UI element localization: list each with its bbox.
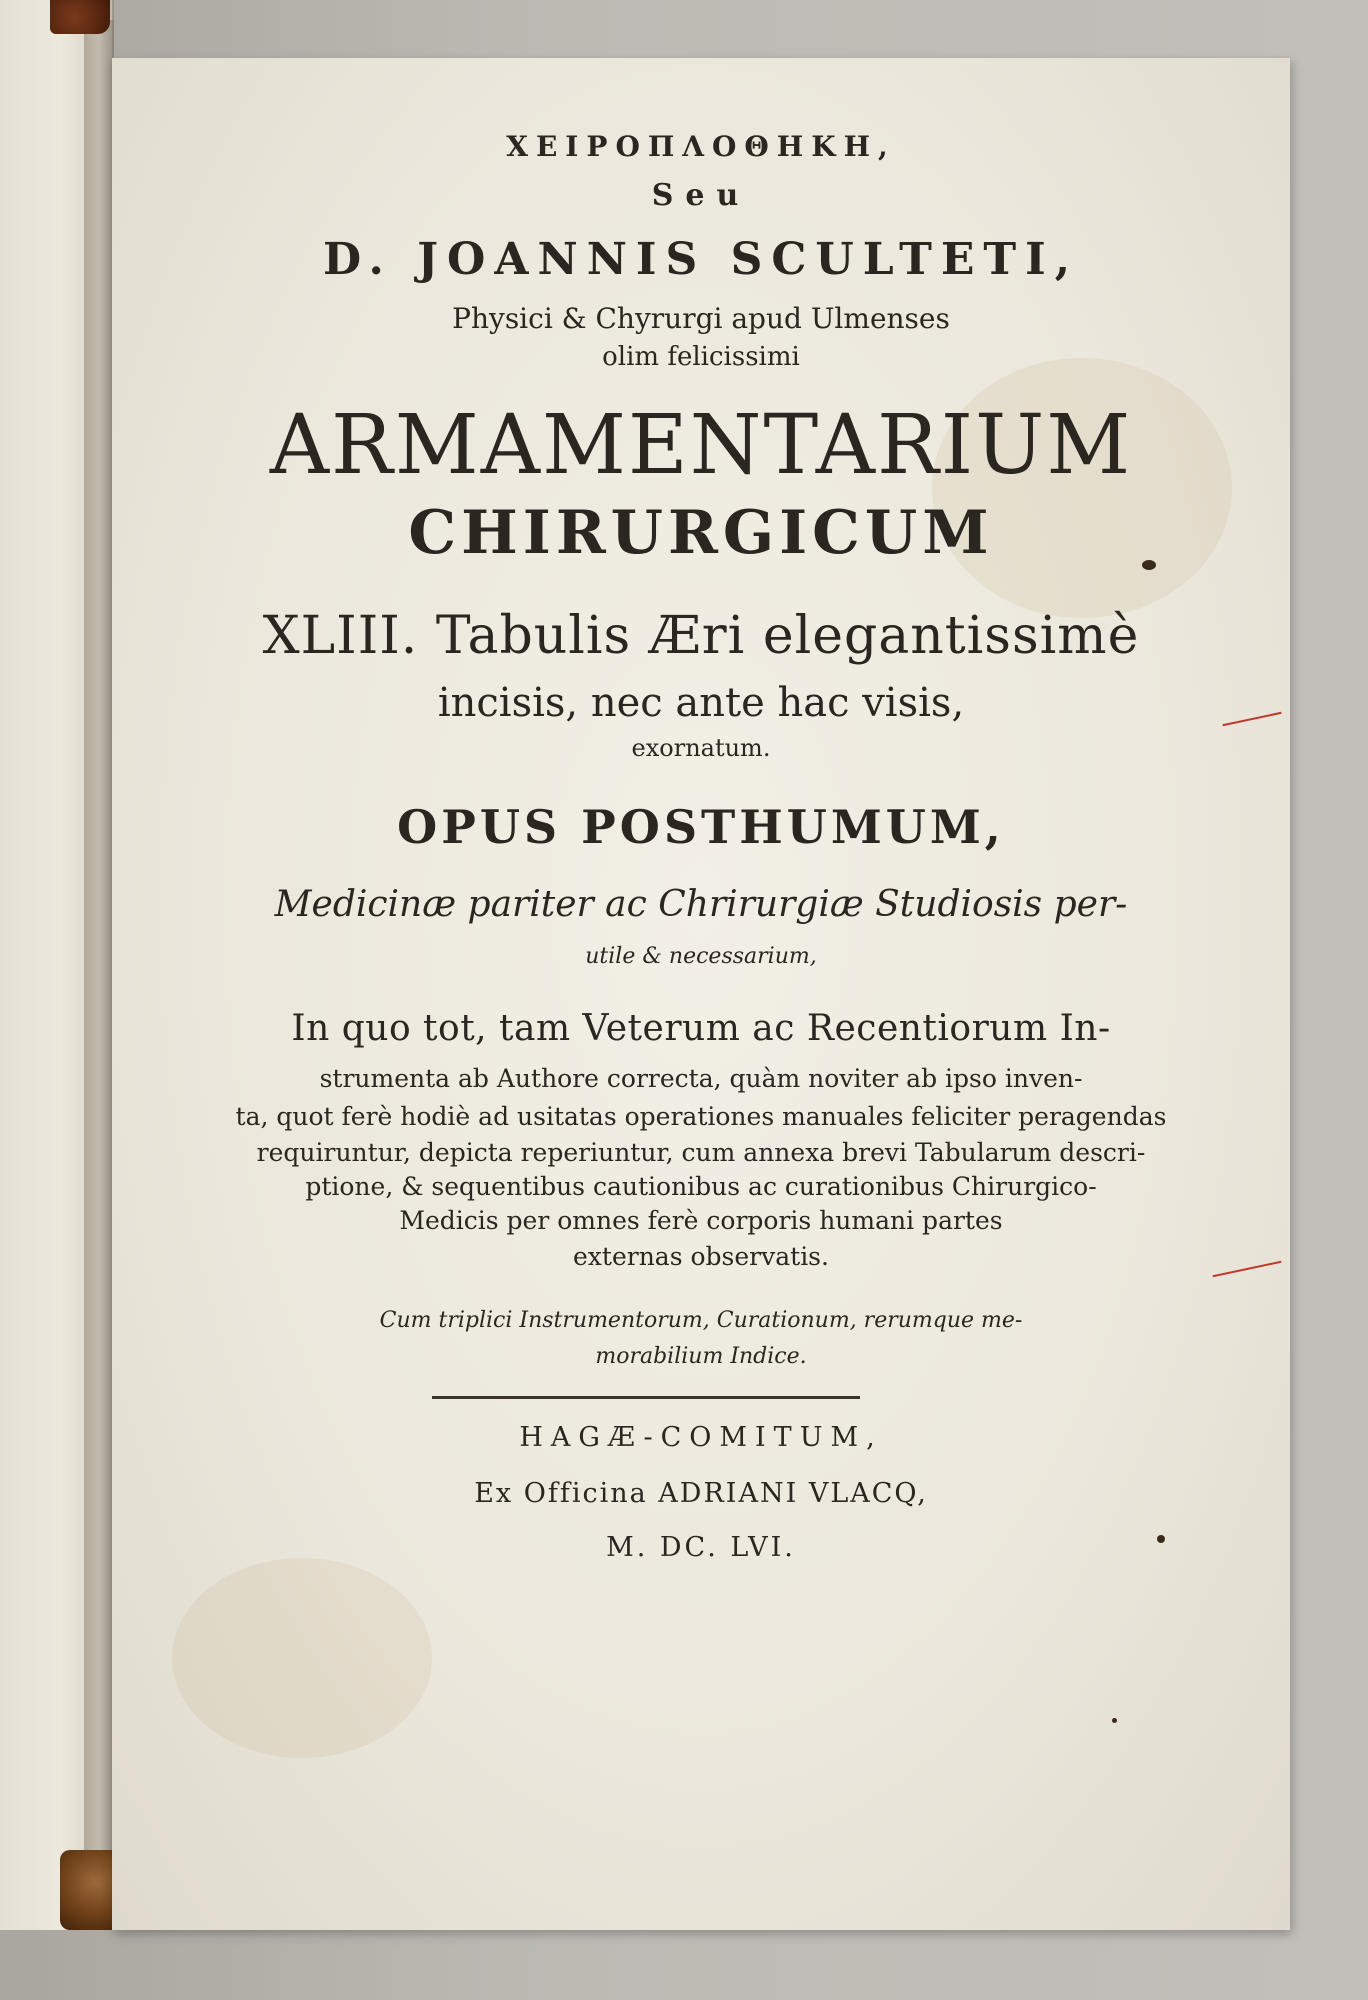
exornatum-line: exornatum. <box>631 734 771 762</box>
description-line: ta, quot ferè hodiè ad usitatas operationes manuales feliciter peragendas <box>235 1102 1167 1131</box>
description-line: requiruntur, depicta reperiuntur, cum annexa brevi Tabularum descri- <box>256 1138 1146 1167</box>
description-line: strumenta ab Authore correcta, quàm noviter ab ipso inven- <box>319 1064 1083 1093</box>
imprint-place: HAGÆ-COMITUM, <box>519 1422 883 1453</box>
imprint-year: M. DC. LVI. <box>606 1532 796 1563</box>
incisis-line: incisis, nec ante hac visis, <box>437 680 965 726</box>
description-line: Medicis per omnes ferè corporis humani partes <box>399 1206 1003 1235</box>
title-page-text <box>112 58 1290 1930</box>
horizontal-rule <box>432 1396 860 1399</box>
ink-spot <box>1157 1535 1165 1543</box>
description-line: externas observatis. <box>573 1242 829 1271</box>
index-line-2: morabilium Indice. <box>595 1344 807 1369</box>
author-name: D. JOANNIS SCULTETI, <box>322 234 1080 285</box>
author-description: Physici & Chyrurgi apud Ulmenses <box>452 302 950 335</box>
in-quo-line: In quo tot, tam Veterum ac Recentiorum In- <box>291 1008 1111 1049</box>
medicinae-line-1: Medicinæ pariter ac Chrirurgiæ Studiosis per- <box>274 884 1128 925</box>
title-page <box>112 58 1290 1930</box>
ink-spot <box>1142 560 1156 570</box>
medicinae-line-2: utile & necessarium, <box>585 944 817 969</box>
main-title-line-1: ARMAMENTARIUM <box>269 398 1133 493</box>
ink-spot <box>1112 1718 1117 1723</box>
binding-corner-top <box>50 0 110 34</box>
opus-posthumum: OPUS POSTHUMUM, <box>397 800 1005 854</box>
greek-title: ΧΕΙΡΟΠΛΟΘΗΚΗ, <box>506 130 896 163</box>
seu-line: Seu <box>651 178 751 213</box>
tabulis-line: XLIII. Tabulis Æri elegantissimè <box>262 606 1140 666</box>
imprint-printer: Ex Officina ADRIANI VLACQ, <box>474 1478 928 1509</box>
description-line: ptione, & sequentibus cautionibus ac curationibus Chirurgico- <box>305 1172 1097 1201</box>
index-line-1: Cum triplici Instrumentorum, Curationum, rerumque me- <box>379 1308 1023 1333</box>
spine-gutter <box>84 20 114 1930</box>
main-title-line-2: CHIRURGICUM <box>408 498 994 568</box>
author-description-2: olim felicissimi <box>602 342 800 372</box>
